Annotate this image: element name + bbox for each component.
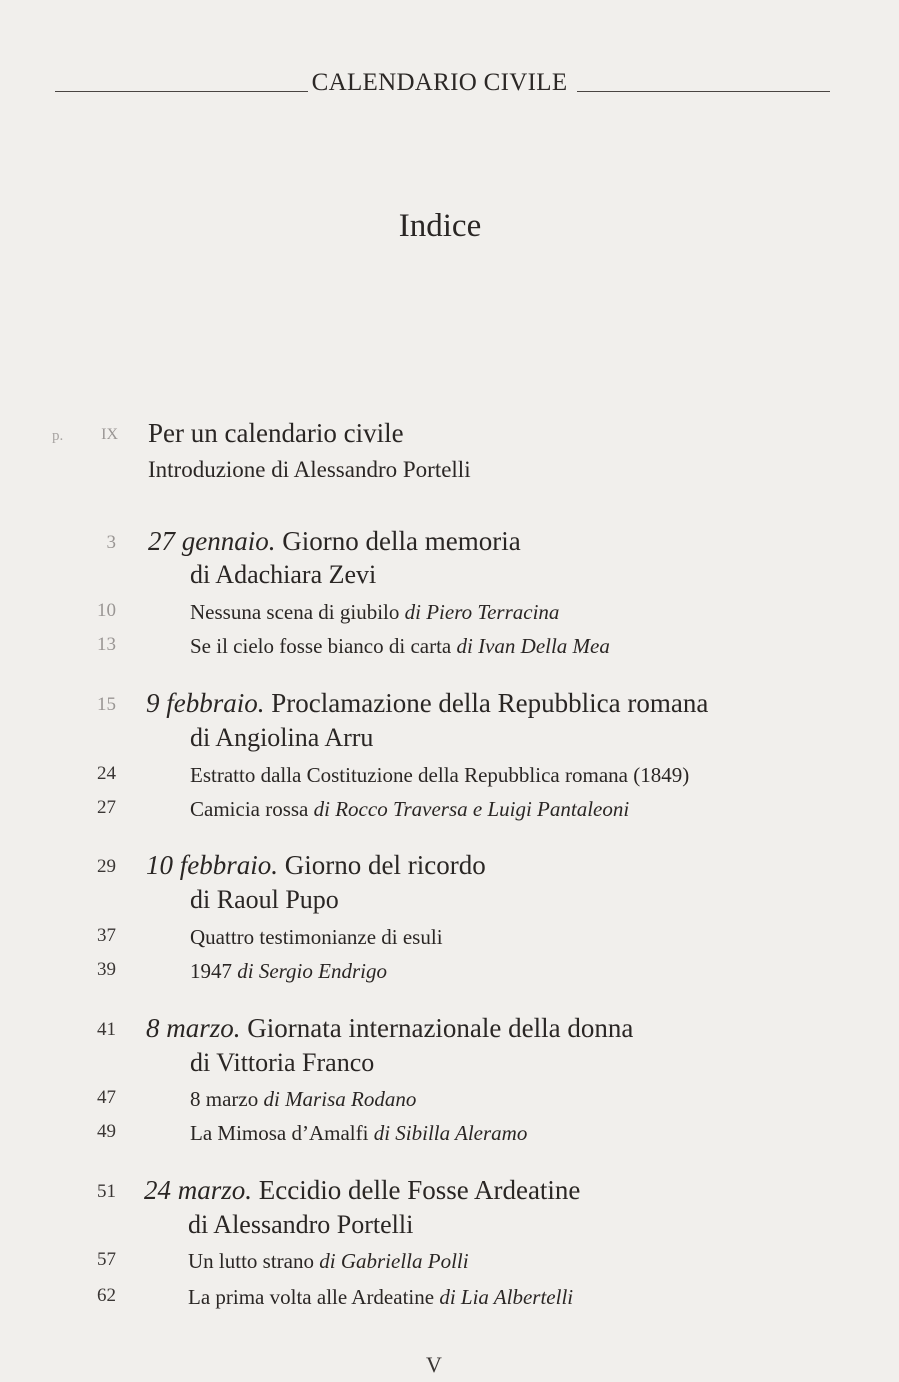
page-number: IX: [101, 426, 118, 443]
section-author: di Angiolina Arru: [190, 723, 374, 752]
item-title: Estratto dalla Costituzione della Repubblica romana (1849): [190, 763, 690, 787]
section-author: di Adachiara Zevi: [190, 560, 377, 589]
item-author: di Marisa Rodano: [263, 1087, 417, 1111]
page-number: 29: [97, 856, 116, 877]
page-number: 15: [97, 694, 116, 715]
item-author: di Gabriella Polli: [319, 1249, 469, 1273]
section-author: di Raoul Pupo: [190, 885, 339, 914]
page-title: Indice: [398, 208, 482, 244]
section-heading: [148, 526, 521, 557]
page-number: 13: [97, 634, 116, 655]
section-date: 9 febbraio.: [146, 688, 265, 718]
item-author: di Rocco Traversa e Luigi Pantaleoni: [313, 797, 630, 821]
section-title: Proclamazione della Repubblica romana: [264, 688, 709, 718]
page-number: 3: [106, 532, 116, 553]
entry-subtitle: Introduzione di Alessandro Portelli: [148, 457, 471, 482]
section-date: 27 gennaio.: [148, 526, 276, 556]
item-title: La Mimosa d’Amalfi: [190, 1121, 374, 1145]
item-author: di Piero Terracina: [404, 600, 560, 624]
item-author: di Sergio Endrigo: [237, 959, 387, 983]
section-heading: [146, 850, 486, 881]
section-title: Giornata internazionale della donna: [240, 1013, 634, 1043]
running-header: [55, 64, 830, 98]
item-title: Quattro testimonianze di esuli: [190, 925, 443, 949]
section-date: 8 marzo.: [146, 1013, 241, 1043]
page-prefix: p.: [52, 428, 64, 444]
section-heading: [146, 688, 708, 719]
item-title: La prima volta alle Ardeatine: [188, 1285, 440, 1309]
section-title: Eccidio delle Fosse Ardeatine: [252, 1175, 581, 1205]
page-number: 57: [97, 1249, 116, 1270]
section-date: 10 febbraio.: [146, 850, 278, 880]
header-rule-left: [55, 91, 308, 92]
page-folio: V: [426, 1352, 442, 1377]
section-heading: [146, 1013, 633, 1044]
page-number: 24: [97, 763, 116, 784]
entry-title: Per un calendario civile: [148, 418, 404, 448]
page-number: 47: [97, 1087, 116, 1108]
header-rule-right: [577, 91, 830, 92]
section-title: Giorno della memoria: [275, 526, 521, 556]
section-author: di Alessandro Portelli: [188, 1210, 414, 1239]
item-title: 1947: [190, 959, 238, 983]
item-title: Nessuna scena di giubilo: [190, 600, 405, 624]
page-number: 51: [97, 1181, 116, 1202]
page-number: 62: [97, 1285, 116, 1306]
page-number: 27: [97, 797, 116, 818]
item-title: 8 marzo: [190, 1087, 264, 1111]
item-author: di Lia Albertelli: [439, 1285, 574, 1309]
section-heading: [144, 1175, 580, 1206]
section-author: di Vittoria Franco: [190, 1048, 375, 1077]
page-number: 41: [97, 1019, 116, 1040]
section-title: Giorno del ricordo: [278, 850, 486, 880]
page-number: 37: [97, 925, 116, 946]
item-title: Un lutto strano: [188, 1249, 320, 1273]
item-author: di Ivan Della Mea: [456, 634, 610, 658]
section-date: 24 marzo.: [144, 1175, 253, 1205]
page-number: 49: [97, 1121, 116, 1142]
page-number: 39: [97, 959, 116, 980]
page-number: 10: [97, 600, 116, 621]
item-author: di Sibilla Aleramo: [373, 1121, 528, 1145]
item-title: Camicia rossa: [190, 797, 314, 821]
running-title: CALENDARIO CIVILE: [311, 69, 568, 96]
item-title: Se il cielo fosse bianco di carta: [190, 634, 457, 658]
